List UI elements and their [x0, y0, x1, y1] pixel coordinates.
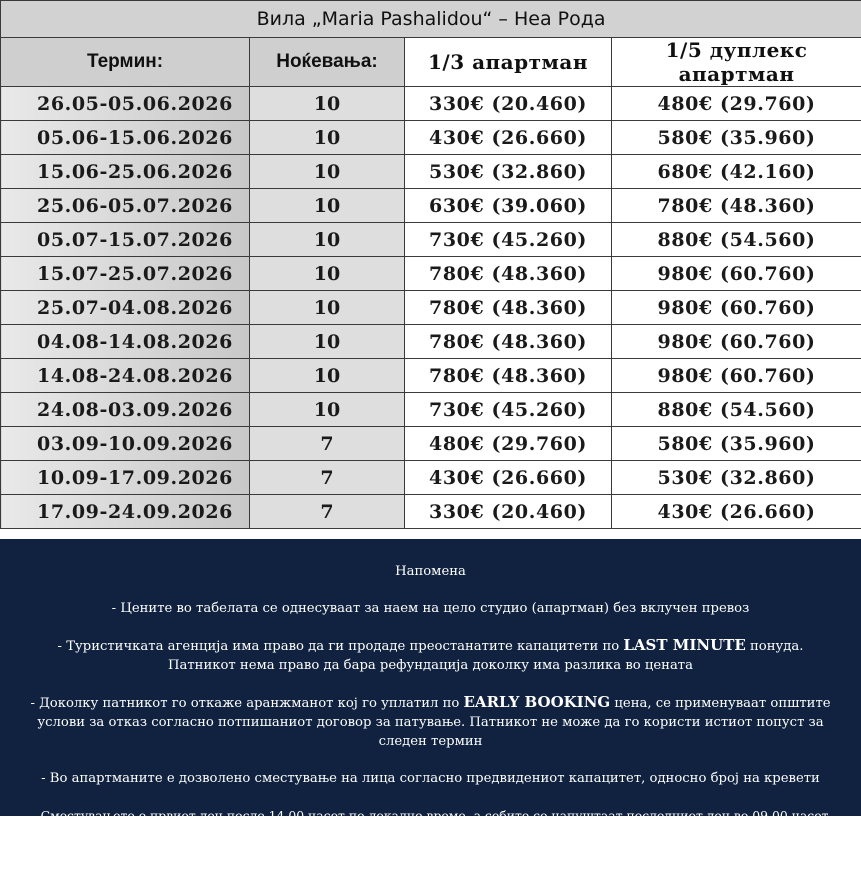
- term-cell: 15.07-25.07.2026: [1, 257, 250, 291]
- table-row: [1, 427, 861, 461]
- term-cell: 03.09-10.09.2026: [1, 427, 250, 461]
- nights-cell: 7: [250, 427, 405, 461]
- term-cell: 04.08-14.08.2026: [1, 325, 250, 359]
- price-duplex-1-5: 880€ (54.560): [612, 393, 861, 427]
- note-capacity: [30, 769, 831, 788]
- note-text: - Во апартманите е дозволено сместување на лица согласно предвидениот капацитет, односно број на кревети: [41, 771, 820, 786]
- term-cell: 14.08-24.08.2026: [1, 359, 250, 393]
- notes-heading: Напомена: [30, 562, 831, 581]
- price-apartment-1-3: 730€ (45.260): [405, 393, 612, 427]
- table-row: [1, 189, 861, 223]
- price-duplex-1-5: 980€ (60.760): [612, 291, 861, 325]
- notes-section: [0, 539, 861, 816]
- price-duplex-1-5: 980€ (60.760): [612, 359, 861, 393]
- table-row: [1, 359, 861, 393]
- note-text: денари: [695, 865, 749, 880]
- term-cell: 25.06-05.07.2026: [1, 189, 250, 223]
- nights-cell: 10: [250, 291, 405, 325]
- price-duplex-1-5: 880€ (54.560): [612, 223, 861, 257]
- price-apartment-1-3: 330€ (20.460): [405, 495, 612, 529]
- note-text: - Туристичката агенција има право да ги продаде преостанатите капацитети по: [58, 639, 624, 654]
- nights-cell: 10: [250, 257, 405, 291]
- nights-cell: 10: [250, 87, 405, 121]
- price-apartment-1-3: 780€ (48.360): [405, 291, 612, 325]
- price-apartment-1-3: 430€ (26.660): [405, 461, 612, 495]
- term-cell: 17.09-24.09.2026: [1, 495, 250, 529]
- table-row: [1, 291, 861, 325]
- last-minute-label: LAST MINUTE: [623, 636, 745, 654]
- table-row: [1, 121, 861, 155]
- nights-cell: 10: [250, 189, 405, 223]
- price-apartment-1-3: 430€ (26.660): [405, 121, 612, 155]
- term-cell: 10.09-17.09.2026: [1, 461, 250, 495]
- price-apartment-1-3: 730€ (45.260): [405, 223, 612, 257]
- table-row: [1, 461, 861, 495]
- nights-cell: 10: [250, 325, 405, 359]
- nights-cell: 10: [250, 223, 405, 257]
- term-cell: 05.07-15.07.2026: [1, 223, 250, 257]
- price-apartment-1-3: 780€ (48.360): [405, 359, 612, 393]
- nights-cell: 7: [250, 461, 405, 495]
- price-duplex-1-5: 780€ (48.360): [612, 189, 861, 223]
- price-duplex-1-5: 980€ (60.760): [612, 257, 861, 291]
- note-price-info: [30, 599, 831, 618]
- note-text: - Сместувањето е првиот ден после 14.00 часот по локално време, а собите се напуштаат последниот ден во 09.00 часот по локално време: [32, 808, 828, 842]
- exchange-rate: 62: [675, 862, 696, 880]
- price-apartment-1-3: 630€ (39.060): [405, 189, 612, 223]
- price-apartment-1-3: 480€ (29.760): [405, 427, 612, 461]
- price-apartment-1-3: 780€ (48.360): [405, 325, 612, 359]
- table-row: [1, 325, 861, 359]
- term-cell: 26.05-05.06.2026: [1, 87, 250, 121]
- note-text: - Цените во табелата се однесуваат за наем на цело студио (апартман) без вклучен превоз: [112, 601, 750, 616]
- nights-cell: 10: [250, 155, 405, 189]
- note-text: цена, се применуваат општите услови за отказ согласно потпишаниот договор за патување. Патникот не може да го користи истиот попуст за следен термин: [37, 696, 830, 749]
- price-duplex-1-5: 680€ (42.160): [612, 155, 861, 189]
- price-duplex-1-5: 980€ (60.760): [612, 325, 861, 359]
- price-duplex-1-5: 580€ (35.960): [612, 427, 861, 461]
- term-cell: 24.08-03.09.2026: [1, 393, 250, 427]
- term-cell: 25.07-04.08.2026: [1, 291, 250, 325]
- price-duplex-1-5: 530€ (32.860): [612, 461, 861, 495]
- table-row: [1, 155, 861, 189]
- nights-cell: 7: [250, 495, 405, 529]
- table-body: [1, 87, 861, 529]
- table-row: [1, 257, 861, 291]
- note-check-in: [30, 806, 831, 844]
- nights-cell: 10: [250, 359, 405, 393]
- price-apartment-1-3: 330€ (20.460): [405, 87, 612, 121]
- note-payment: [30, 862, 831, 882]
- header-term: Термин:: [1, 38, 250, 87]
- table-row: [1, 223, 861, 257]
- table-row: [1, 495, 861, 529]
- note-text: - Доколку патникот го откаже аранжманот кој го уплатил по: [30, 696, 463, 711]
- price-duplex-1-5: 480€ (29.760): [612, 87, 861, 121]
- price-apartment-1-3: 530€ (32.860): [405, 155, 612, 189]
- table-row: [1, 87, 861, 121]
- nights-cell: 10: [250, 121, 405, 155]
- header-duplex-1-5: 1/5 дуплекс апартман: [612, 38, 861, 87]
- note-last-minute: [30, 636, 831, 675]
- header-nights: Ноќевања:: [250, 38, 405, 87]
- table-header-row: [1, 38, 861, 87]
- nights-cell: 10: [250, 393, 405, 427]
- villa-title: Вила „Maria Pashalidou“ – Неа Рода: [1, 1, 861, 38]
- early-booking-label: EARLY BOOKING: [464, 693, 611, 711]
- header-apartment-1-3: 1/3 апартман: [405, 38, 612, 87]
- price-duplex-1-5: 580€ (35.960): [612, 121, 861, 155]
- price-apartment-1-3: 780€ (48.360): [405, 257, 612, 291]
- price-duplex-1-5: 430€ (26.660): [612, 495, 861, 529]
- note-text: - Плаќањето на аранжманите е исклучиво во денарска противвредност по курс: [112, 865, 675, 880]
- note-text: понуда. Патникот нема право да бара рефундација доколку има разлика во цената: [168, 639, 803, 673]
- term-cell: 05.06-15.06.2026: [1, 121, 250, 155]
- table-row: [1, 393, 861, 427]
- term-cell: 15.06-25.06.2026: [1, 155, 250, 189]
- note-early-booking: [30, 693, 831, 751]
